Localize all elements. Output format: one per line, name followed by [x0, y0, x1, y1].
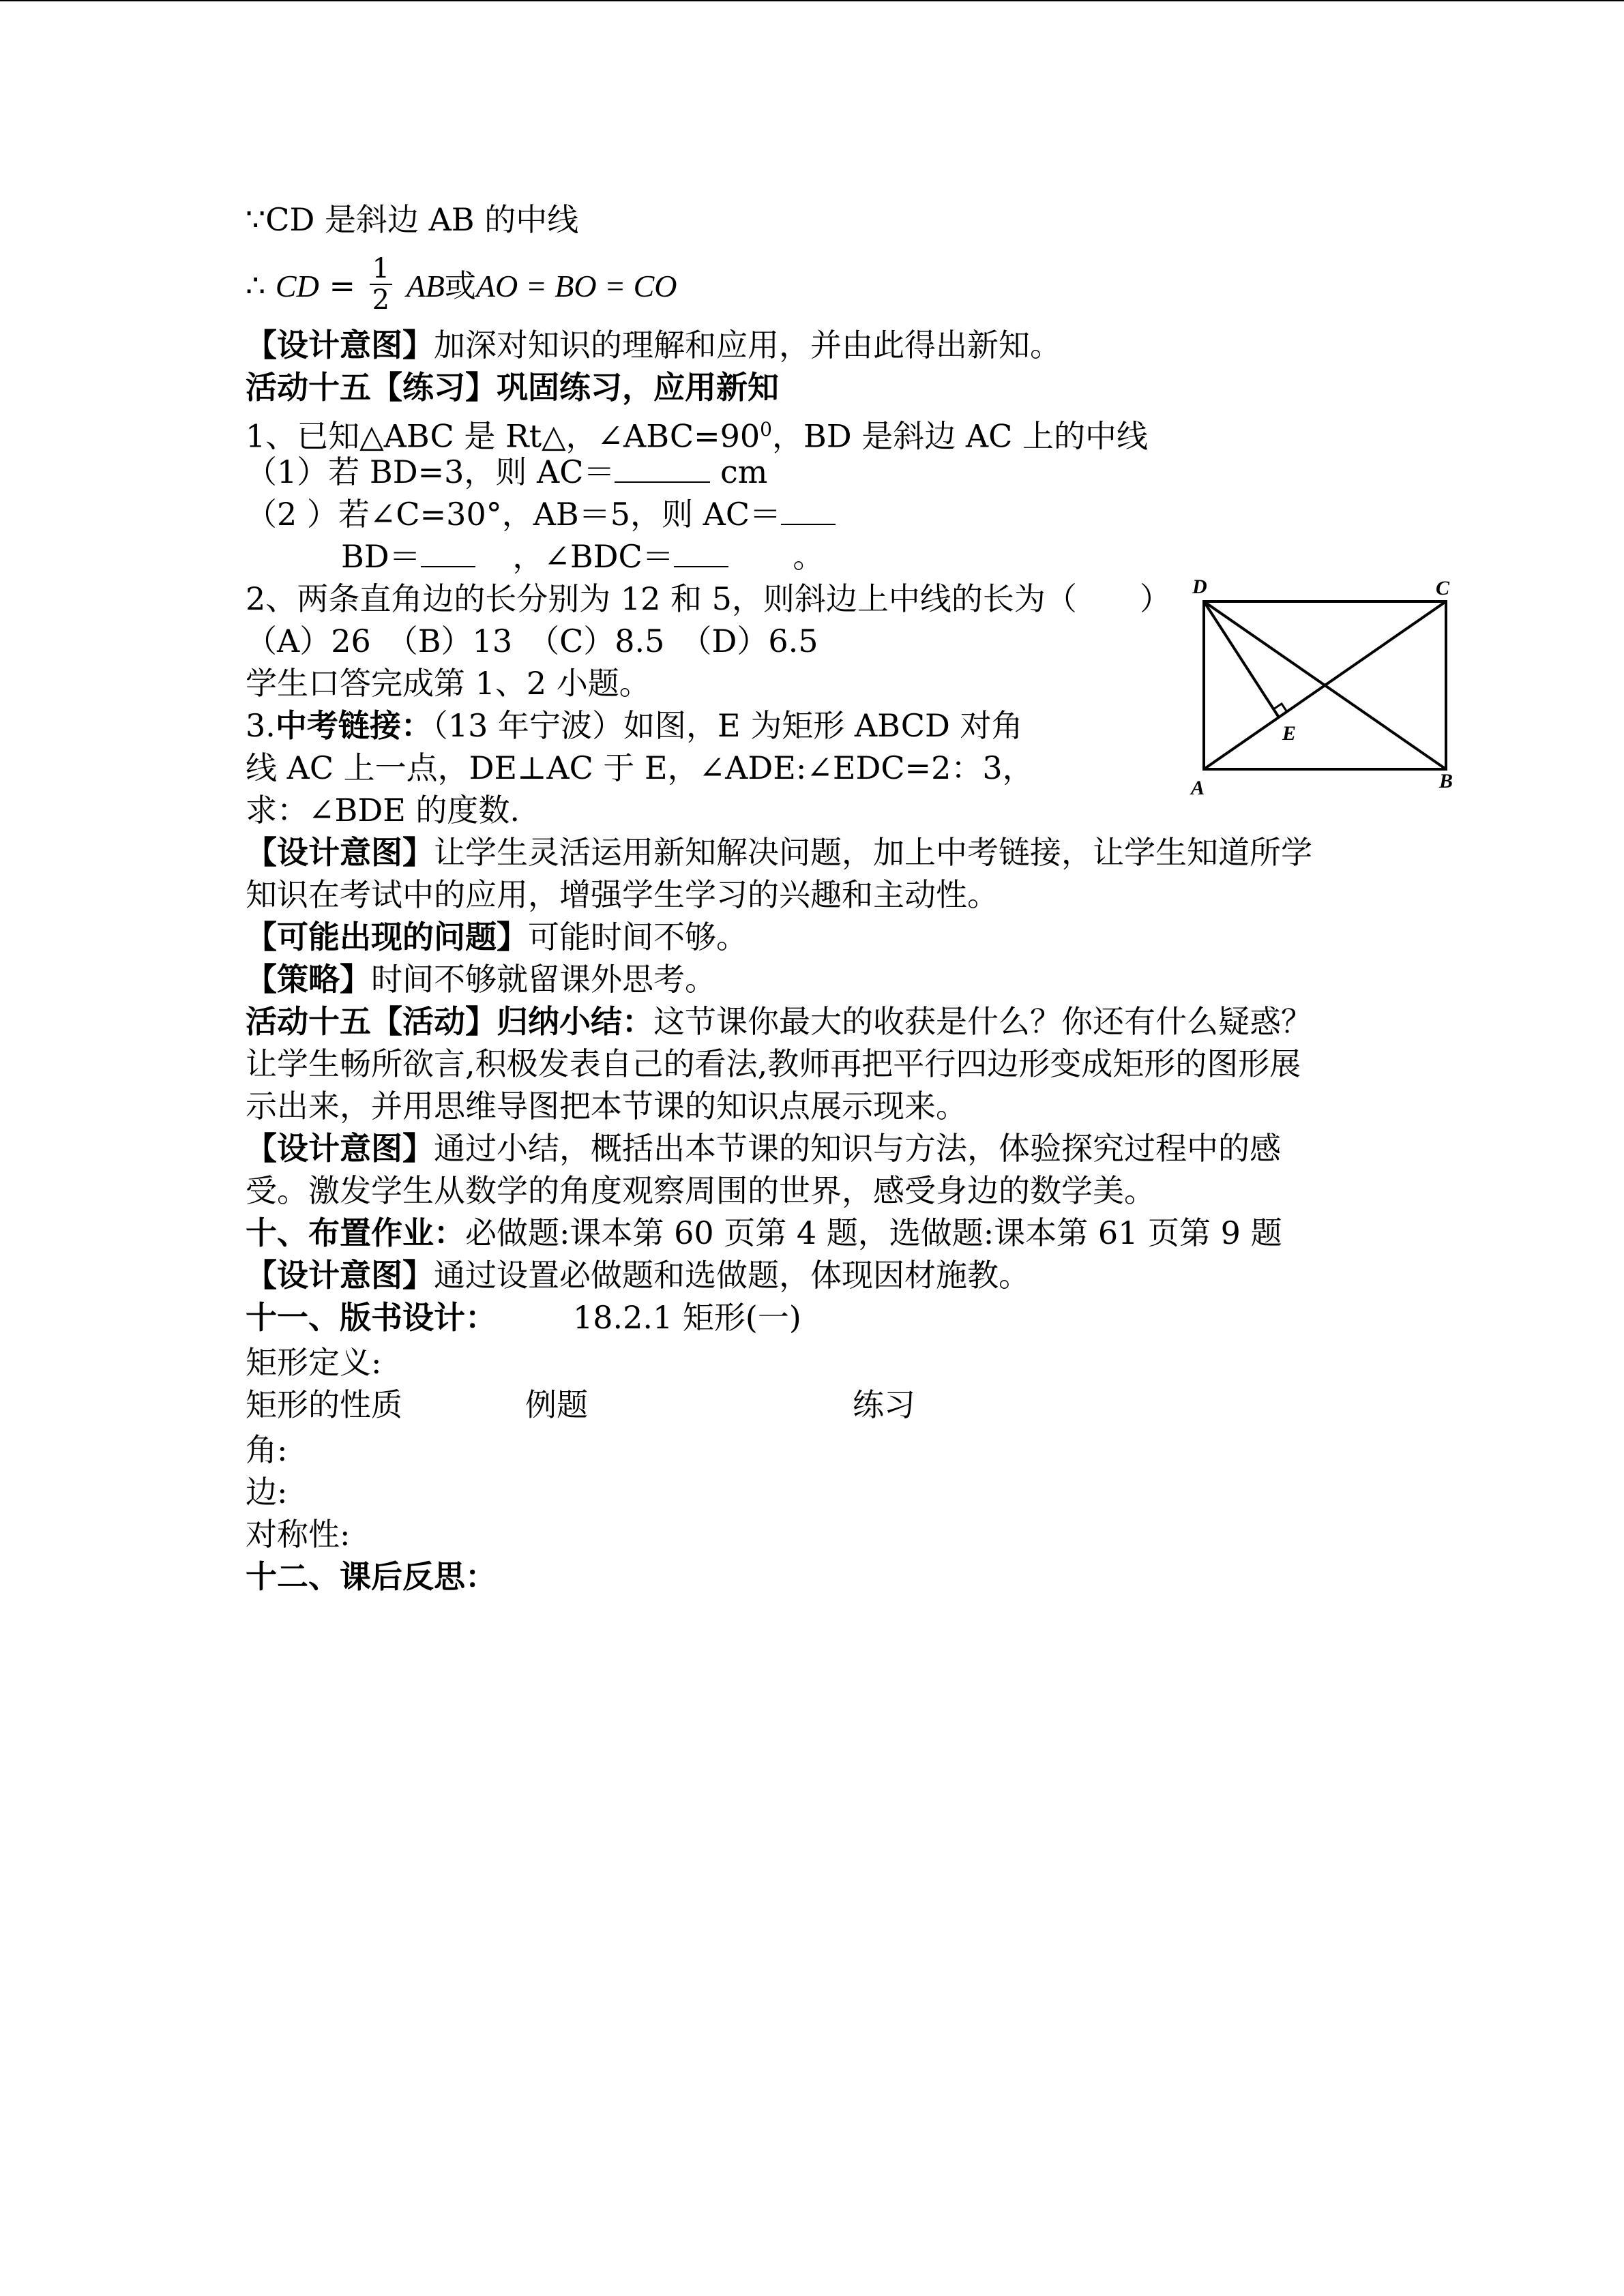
- line-intent-1: [246, 325, 1061, 366]
- rectangle-abcd-figure: [1187, 566, 1473, 798]
- summary-tag: 活动十五【活动】归纳小结：: [246, 1003, 653, 1040]
- intent-text: 加深对知识的理解和应用，并由此得出新知。: [434, 327, 1061, 363]
- question-1b: [246, 494, 836, 535]
- exercises-text: 练习: [853, 1386, 915, 1423]
- line-intent-3: [246, 1128, 1281, 1169]
- q1c-bd-label: BD＝: [341, 538, 421, 575]
- q1c-bd-blank[interactable]: [421, 536, 475, 567]
- question-3: [246, 705, 1022, 746]
- q1c-period: 。: [793, 538, 825, 575]
- label-e: E: [1282, 722, 1297, 745]
- segment-de: [1204, 601, 1279, 717]
- fraction-denominator: 2: [372, 284, 390, 316]
- question-1a: [246, 451, 767, 492]
- intent-text-cont: 知识在考试中的应用，增强学生学习的兴趣和主动性。: [246, 876, 999, 913]
- q1c-bdc-label: ，∠BDC＝: [512, 538, 674, 575]
- oral-text: 学生口答完成第 1、2 小题。: [246, 665, 651, 702]
- line-possible-problem: [246, 916, 748, 957]
- top-border-line: [0, 0, 1624, 1]
- activity-15-summary-3: [246, 1086, 967, 1127]
- examples-label: [525, 1384, 588, 1425]
- properties-label: 矩形的性质: [246, 1386, 402, 1423]
- line-definition: [246, 1342, 382, 1383]
- oral-answer-note: [246, 663, 651, 704]
- activity-15-summary-2: [246, 1043, 1301, 1084]
- q1a-answer-blank[interactable]: [615, 451, 710, 483]
- intent-tag: 【设计意图】: [246, 1130, 434, 1167]
- question-2-options: [246, 621, 818, 661]
- label-b: B: [1439, 770, 1453, 792]
- line-intent-2: [246, 832, 1312, 873]
- question-1: [246, 409, 1148, 455]
- line-because: [246, 199, 578, 240]
- line-intent-2b: [246, 874, 999, 915]
- q1c-bdc-blank[interactable]: [674, 536, 728, 567]
- line-board-design: [246, 1297, 497, 1338]
- board-title-text: 18.2.1 矩形(一): [573, 1299, 801, 1336]
- label-d: D: [1192, 576, 1207, 598]
- q3-text: （13 年宁波）如图，E 为矩形 ABCD 对角: [432, 707, 1023, 744]
- q1-text-pre: 1、已知△ABC 是 Rt△，∠ABC=90: [246, 417, 761, 455]
- q1a-unit: cm: [710, 453, 768, 490]
- line-intent-3b: [246, 1170, 1155, 1211]
- board-design-title: [573, 1297, 801, 1338]
- intent-text-cont: 受。激发学生从数学的角度观察周围的世界，感受身边的数学美。: [246, 1172, 1155, 1209]
- line-therefore: [246, 253, 677, 316]
- q1b-answer-blank[interactable]: [781, 494, 836, 525]
- question-3-line-3: [246, 790, 520, 831]
- label-a: A: [1191, 777, 1205, 798]
- because-text: ∵CD 是斜边 AB 的中线: [246, 201, 579, 238]
- q2-text: 2、两条直角边的长分别为 12 和 5，则斜边上中线的长为（ ）: [246, 580, 1171, 617]
- q1b-text: （2 ）若∠C=30°，AB＝5，则 AC＝: [246, 496, 782, 533]
- q2-options-text: （A）26 （B）13 （C）8.5 （D）6.5: [246, 623, 818, 659]
- problem-tag: 【可能出现的问题】: [246, 919, 528, 955]
- definition-label: 矩形定义:: [246, 1344, 382, 1381]
- q1-degree-superscript: 0: [760, 418, 772, 441]
- formula-or: 或: [444, 267, 476, 304]
- line-angle: [246, 1429, 288, 1470]
- line-properties: [246, 1384, 402, 1425]
- intent-text: 通过设置必做题和选做题，体现因材施教。: [434, 1257, 1030, 1294]
- q3-text-3: 求：∠BDE 的度数.: [246, 792, 520, 829]
- reflection-heading: 十二、课后反思：: [246, 1558, 497, 1595]
- formula-ao-bo-co: AO = BO = CO: [475, 269, 677, 303]
- therefore-symbol: ∴: [246, 267, 266, 304]
- formula-ab: AB: [406, 269, 445, 303]
- q1a-text: （1）若 BD=3，则 AC＝: [246, 453, 615, 490]
- line-reflection: [246, 1556, 497, 1597]
- question-2: [246, 578, 1171, 619]
- exercises-label: [853, 1384, 915, 1425]
- formula-cd: CD: [275, 269, 319, 303]
- activity-15-heading: [246, 367, 779, 408]
- intent-tag: 【设计意图】: [246, 327, 434, 363]
- fraction-numerator: 1: [370, 254, 392, 285]
- activity-15-title: 活动十五【练习】巩固练习，应用新知: [246, 369, 779, 406]
- fraction-half: [370, 254, 392, 315]
- intent-tag: 【设计意图】: [246, 1257, 434, 1294]
- line-homework: [246, 1212, 1282, 1253]
- q1-text-post: ，BD 是斜边 AC 上的中线: [771, 417, 1148, 455]
- board-design-tag: 十一、版书设计：: [246, 1299, 497, 1336]
- summary-text-2: 让学生畅所欲言,积极发表自己的看法,教师再把平行四边形变成矩形的图形展: [246, 1045, 1301, 1082]
- intent-text: 让学生灵活运用新知解决问题，加上中考链接，让学生知道所学: [434, 834, 1312, 871]
- intent-text: 通过小结，概括出本节课的知识与方法，体验探究过程中的感: [434, 1130, 1281, 1167]
- question-3-line-2: [246, 747, 1034, 788]
- examples-text: 例题: [525, 1386, 588, 1423]
- line-intent-4: [246, 1255, 1030, 1296]
- homework-tag: 十、布置作业：: [246, 1214, 465, 1251]
- label-c: C: [1436, 577, 1450, 599]
- summary-text: 这节课你最大的收获是什么？你还有什么疑惑？: [653, 1003, 1312, 1040]
- question-1c: [341, 536, 824, 577]
- line-strategy: [246, 959, 716, 1000]
- line-side: [246, 1472, 288, 1512]
- line-symmetry: [246, 1514, 351, 1555]
- q3-text-2: 线 AC 上一点，DE⊥AC 于 E，∠ADE:∠EDC=2：3，: [246, 749, 1034, 786]
- formula-equals: =: [329, 267, 355, 304]
- activity-15-summary: [246, 1001, 1312, 1042]
- q3-number: 3.: [246, 707, 276, 744]
- strategy-text: 时间不够就留课外思考。: [371, 961, 716, 998]
- intent-tag: 【设计意图】: [246, 834, 434, 871]
- summary-text-3: 示出来，并用思维导图把本节课的知识点展示现来。: [246, 1088, 967, 1124]
- problem-text: 可能时间不够。: [528, 919, 748, 955]
- symmetry-label: 对称性:: [246, 1516, 351, 1553]
- side-label: 边:: [246, 1474, 288, 1510]
- q3-tag: 中考链接：: [275, 707, 432, 744]
- homework-text: 必做题:课本第 60 页第 4 题，选做题:课本第 61 页第 9 题: [465, 1214, 1282, 1251]
- strategy-tag: 【策略】: [246, 961, 371, 998]
- angle-label: 角:: [246, 1431, 288, 1468]
